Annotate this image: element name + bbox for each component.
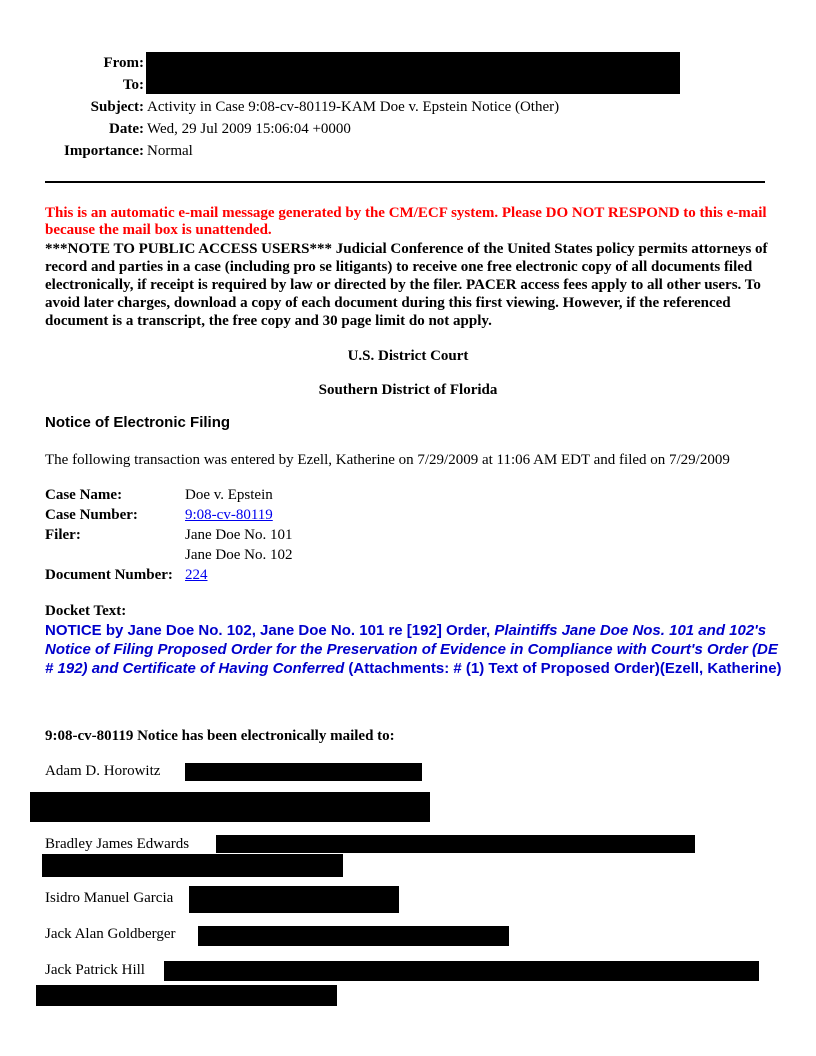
docket-part1: NOTICE by Jane Doe No. 102, Jane Doe No. 101 re [192] Order, [45,622,495,639]
recipient-4: Jack Alan Goldberger [45,926,176,942]
case-number-label: Case Number: [45,507,138,523]
header-divider [45,181,765,183]
recipient-3: Isidro Manuel Garcia [45,890,174,906]
recipient-2-redaction [216,835,695,853]
filer-1: Jane Doe No. 101 [185,527,293,543]
docket-label: Docket Text: [45,603,127,619]
auto-message: This is an automatic e-mail message generated by the CM/ECF system. Please DO NOT RESPOND to this e-mail because the mail box is unattended. [45,205,767,238]
date-value: Wed, 29 Jul 2009 15:06:04 +0000 [147,121,351,137]
case-name-label: Case Name: [45,487,123,503]
recipient-2-redaction-2 [42,854,343,877]
from-to-redaction [146,52,680,94]
doc-number-link[interactable]: 224 [185,567,208,583]
importance-label: Importance: [64,143,144,159]
recipient-4-redaction [198,926,509,946]
case-name-value: Doe v. Epstein [185,487,273,503]
nef-title: Notice of Electronic Filing [45,414,231,431]
recipient-3-redaction [189,886,399,913]
public-access-note: ***NOTE TO PUBLIC ACCESS USERS*** Judicial Conference of the United States policy permits attorneys of record and parties in a case (including pro se litigants) to receive one free electronic copy of all documents filed electronically, if receipt is required by law or directed by the filer. PACER access fees apply to all other users. To avoid later charges, download a copy of each document during this first viewing. However, if the referenced document is a transcript, the free copy and 30 page limit do not apply. [45,241,768,329]
recipient-2: Bradley James Edwards [45,836,190,852]
recipient-5-redaction [164,961,759,981]
recipient-5: Jack Patrick Hill [45,962,145,978]
docket-text [45,621,785,678]
recipient-1-redaction-2 [30,792,430,822]
filer-label: Filer: [45,527,81,543]
subject-value: Activity in Case 9:08-cv-80119-KAM Doe v. Epstein Notice (Other) [147,99,560,115]
mailed-heading: 9:08-cv-80119 Notice has been electronically mailed to: [45,728,395,744]
doc-number-label: Document Number: [45,567,173,583]
filer-2: Jane Doe No. 102 [185,547,293,563]
recipient-1-redaction [185,763,422,781]
case-number-link[interactable]: 9:08-cv-80119 [185,507,273,523]
subject-label: Subject: [90,99,144,115]
recipient-5-redaction-2 [36,985,337,1006]
date-label: Date: [109,121,144,137]
to-label: To: [122,77,144,93]
district-name: Southern District of Florida [318,382,498,398]
docket-part2: (Attachments: # (1) Text of Proposed Order)(Ezell, Katherine) [344,660,782,677]
importance-value: Normal [147,143,193,159]
court-name: U.S. District Court [347,348,469,364]
recipient-1: Adam D. Horowitz [45,763,161,779]
from-label: From: [103,55,144,71]
docket-italic: Plaintiffs Jane Doe Nos. 101 and 102's Notice of Filing Proposed Order for the Preservation of Evidence in Compliance with Court's Order (DE # 192) and Certificate of Having Conferred [45,622,778,677]
transaction-text: The following transaction was entered by Ezell, Katherine on 7/29/2009 at 11:06 AM EDT and filed on 7/29/2009 [45,452,730,468]
